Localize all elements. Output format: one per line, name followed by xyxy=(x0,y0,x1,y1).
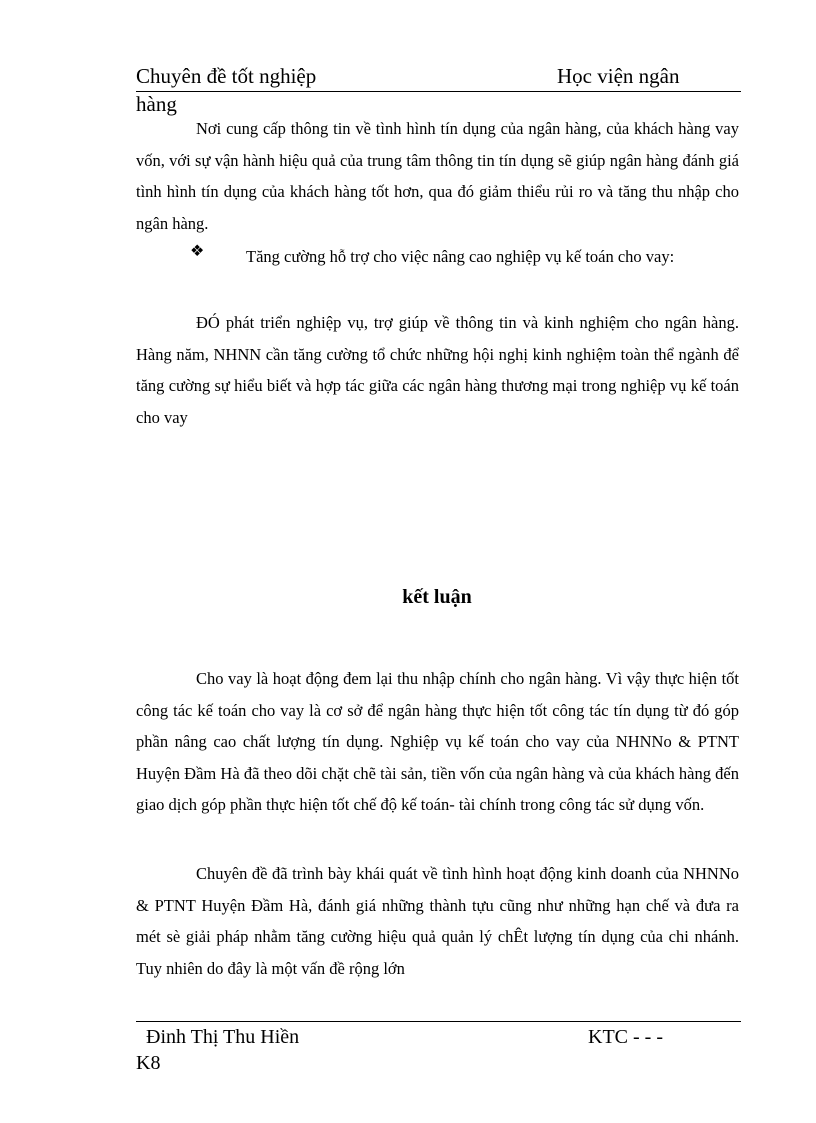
paragraph-development: ĐÓ phát triển nghiệp vụ, trợ giúp về thông tin và kinh nghiệm cho ngân hàng. Hàng năm, NHNN cần tăng cường tổ chức những hội nghị kinh nghiệm toàn thể ngành để tăng cường sự hiểu biết và hợp tác giữa các ngân hàng thương mại trong nghiệp vụ kế toán cho vay xyxy=(136,313,739,427)
diamond-bullet-icon: ❖ xyxy=(190,243,205,260)
footer-author: Đinh Thị Thu Hiền xyxy=(146,1026,300,1048)
paragraph-credit-info: Nơi cung cấp thông tin về tình hình tín dụng của ngân hàng, của khách hàng vay vốn, với sự vận hành hiệu quả của trung tâm thông tin tín dụng sẽ giúp ngân hàng đánh giá tình hình tín dụng của khách hàng tốt hơn, qua đó giảm thiểu rủi ro và tăng thu nhập cho ngân hàng. xyxy=(136,119,739,233)
header-title-left: Chuyên đề tốt nghiệp xyxy=(136,64,317,88)
header-title-continuation: hàng xyxy=(136,92,177,116)
footer-class-continuation: K8 xyxy=(136,1052,161,1074)
header-title-right: Học viện ngân xyxy=(557,64,680,88)
footer-class: KTC - - - xyxy=(588,1026,663,1048)
paragraph-conclusion-2: Chuyên đề đã trình bày khái quát về tình hình hoạt động kinh doanh của NHNNo & PTNT Huyện Đầm Hà, đánh giá những thành tựu cũng như những hạn chế và đưa ra mét sè giải pháp nhằm tăng cường hiệu quả quản lý chÊt lượng tín dụng của chi nhánh. Tuy nhiên do đây là một vấn đề rộng lớn xyxy=(136,864,739,978)
paragraph-conclusion-1: Cho vay là hoạt động đem lại thu nhập chính cho ngân hàng. Vì vậy thực hiện tốt công tác kế toán cho vay là cơ sở để ngân hàng thực hiện tốt công tác tín dụng từ đó góp phần nâng cao chất lượng tín dụng. Nghiệp vụ kế toán cho vay của NHNNo & PTNT Huyện Đầm Hà đã theo dõi chặt chẽ tài sản, tiền vốn của ngân hàng và của khách hàng đến giao dịch góp phần thực hiện tốt chế độ kế toán- tài chính trong công tác sử dụng vốn. xyxy=(136,669,739,814)
footer-rule xyxy=(136,1021,741,1022)
header-rule xyxy=(136,91,741,92)
section-title: kết luận xyxy=(402,586,472,608)
bullet-item-accounting-support: Tăng cường hỗ trợ cho việc nâng cao nghiệp vụ kế toán cho vay: xyxy=(246,247,675,266)
